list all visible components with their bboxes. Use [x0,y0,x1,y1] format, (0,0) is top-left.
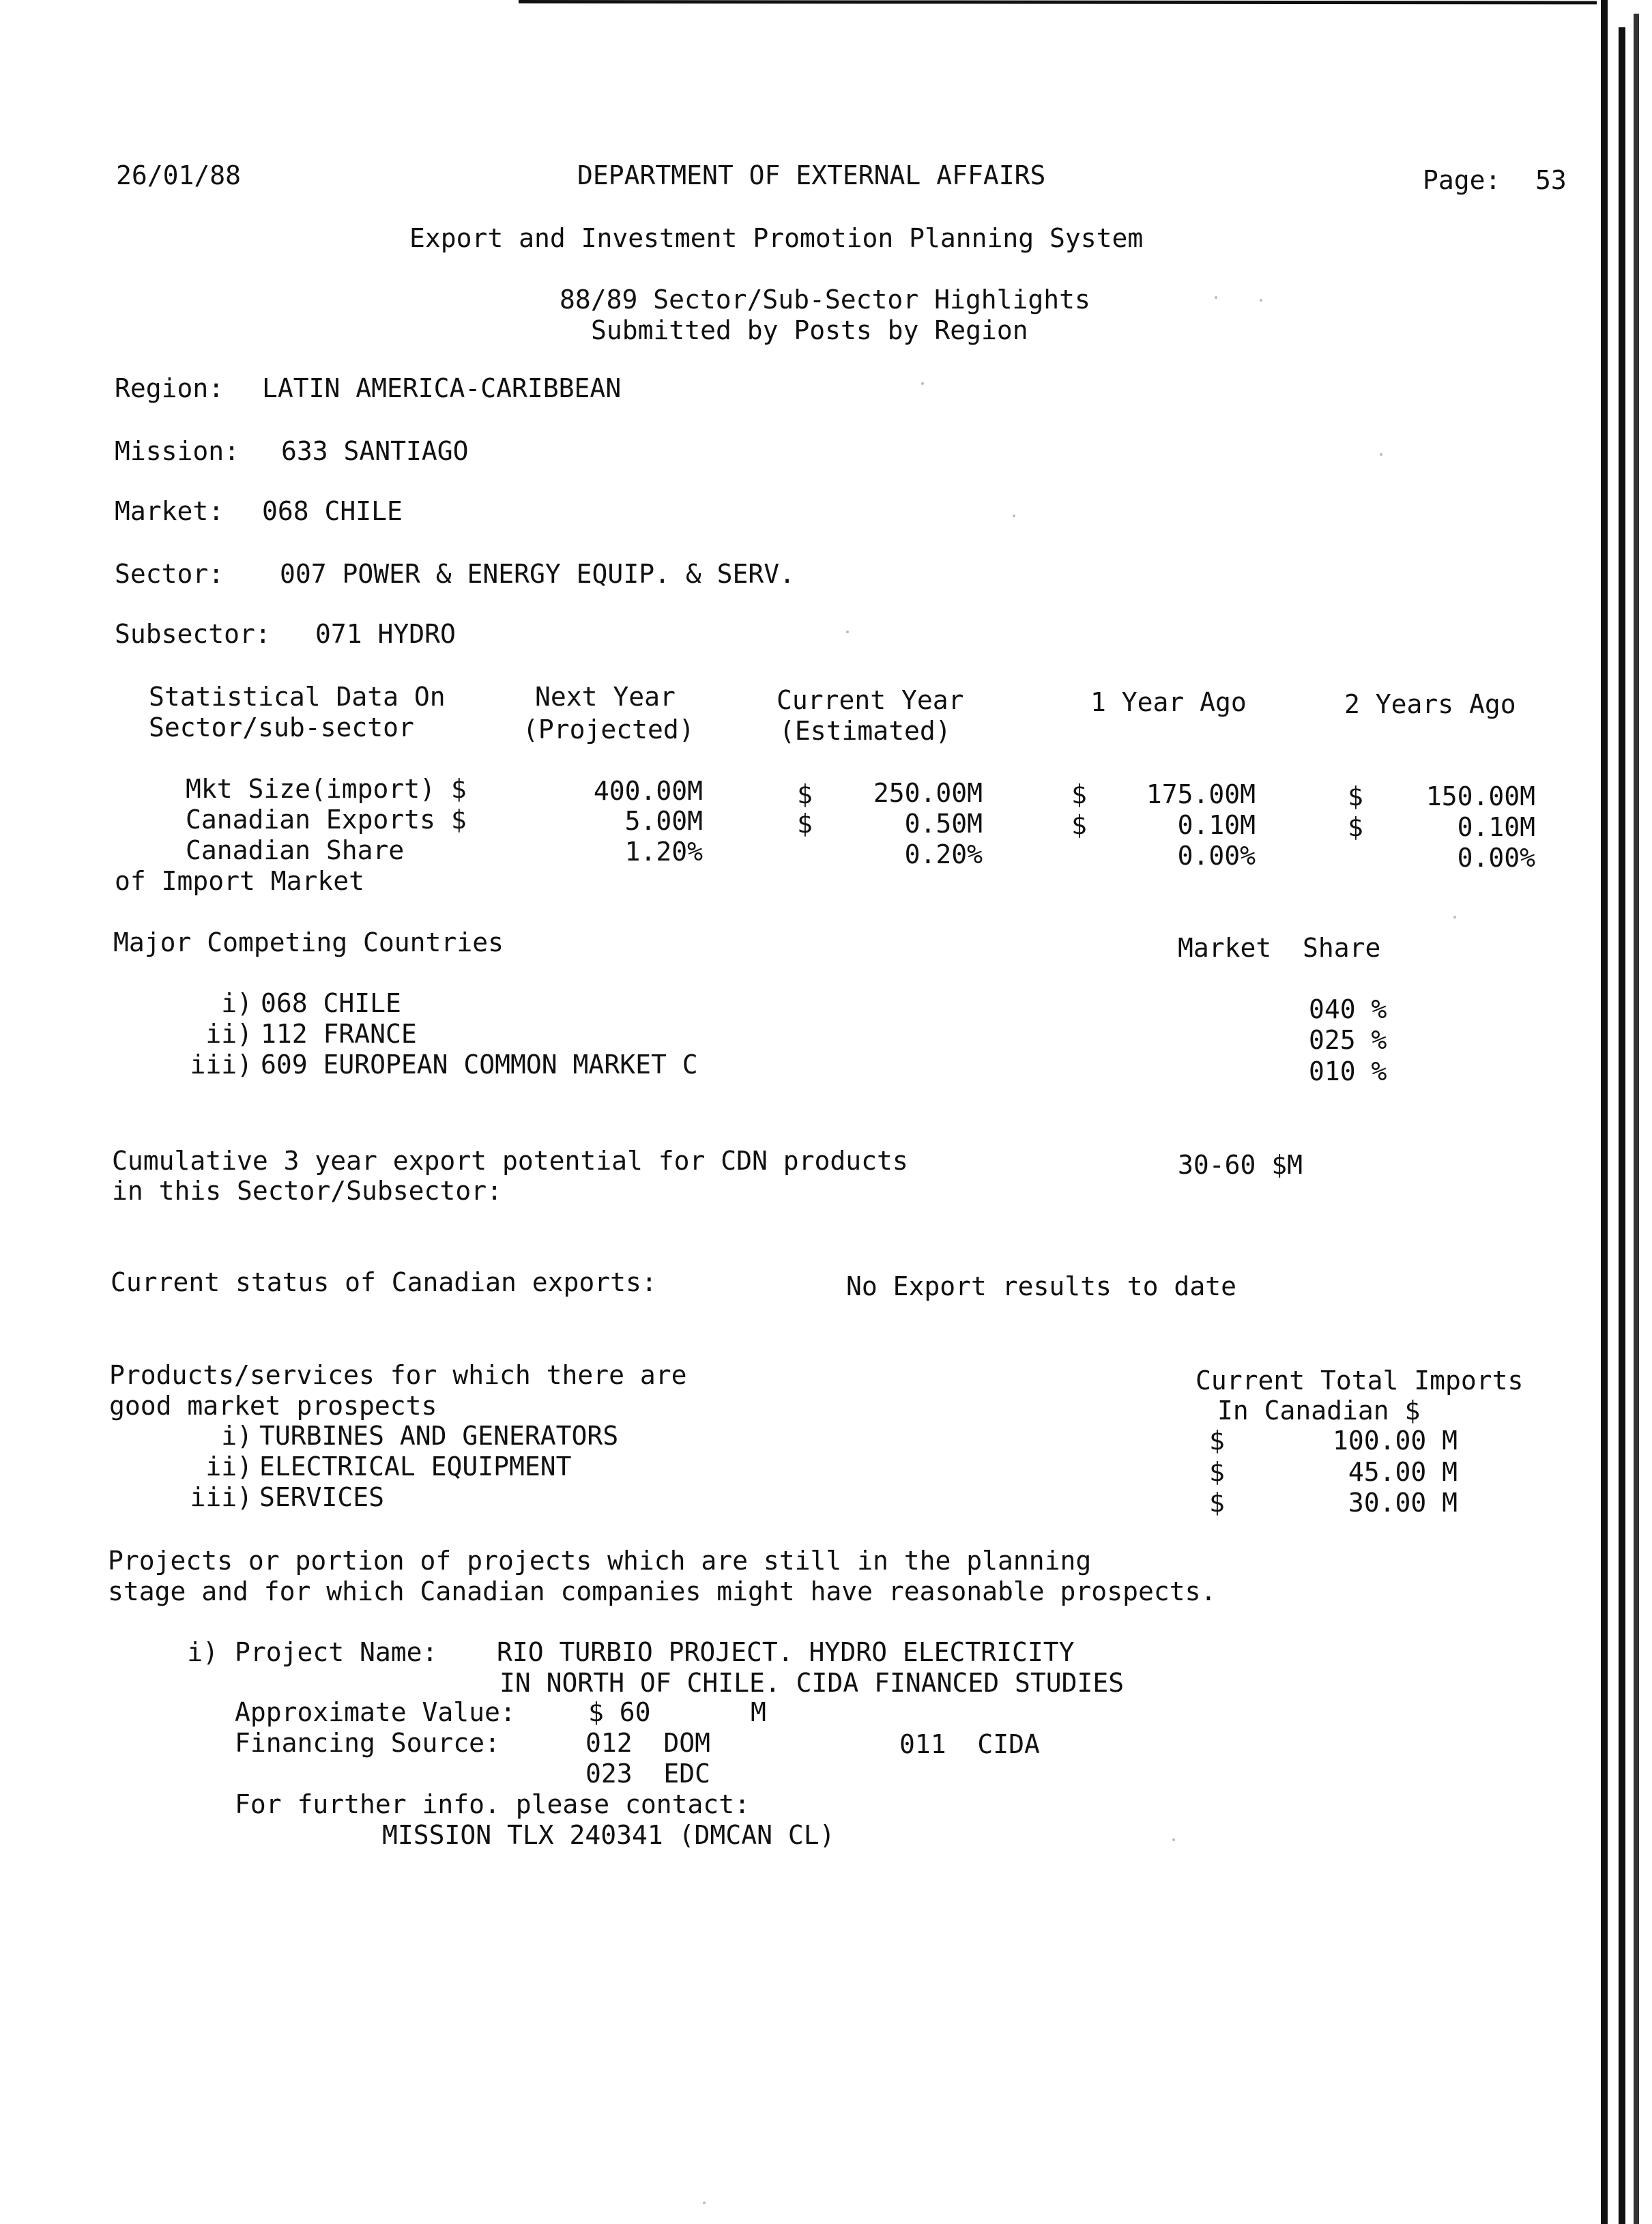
projects-intro-line1: Projects or portion of projects which are still in the planning [108,1546,1092,1576]
mission-value: 633 SANTIAGO [281,436,469,466]
financing-source-3: 011 CIDA [899,1729,1040,1759]
competitors-title: Major Competing Countries [113,927,504,957]
stats-header-line1: Statistical Data On [149,682,446,712]
col-current-year-sub: (Estimated) [779,716,951,746]
stats-ago1: 0.00% [1177,841,1256,871]
product-name: SERVICES [259,1482,385,1512]
potential-value: 30-60 $M [1178,1150,1303,1180]
competitor-name: 068 CHILE [261,988,401,1018]
stats-current-sign: $ [797,779,813,809]
product-name: TURBINES AND GENERATORS [259,1421,619,1451]
product-name: ELECTRICAL EQUIPMENT [259,1452,572,1482]
region-value: LATIN AMERICA-CARIBBEAN [262,373,622,403]
stats-ago1: 175.00M [1146,779,1256,809]
competitor-share: 025 % [1309,1025,1387,1055]
subsector-value: 071 HYDRO [315,619,456,649]
product-sign: $ [1209,1426,1225,1456]
system-title: Export and Investment Promotion Planning System [409,223,1144,253]
scan-speck [1172,1838,1175,1841]
scan-speck [1380,453,1382,456]
imports-header: Current Total Imports [1195,1366,1524,1396]
scan-speck [1013,515,1015,517]
stats-current: 0.50M [904,809,983,839]
stats-ago2: 0.10M [1457,812,1535,842]
status-value: No Export results to date [846,1271,1236,1301]
stats-next: 5.00M [624,806,703,836]
product-value: 100.00 M [1332,1426,1458,1456]
market-value: 068 CHILE [262,496,403,526]
report-title: 88/89 Sector/Sub-Sector Highlights [560,285,1090,315]
scan-speck [703,2201,706,2204]
col-next-year: Next Year [535,682,676,712]
project-name-label: Project Name: [235,1637,438,1667]
project-name-line1: RIO TURBIO PROJECT. HYDRO ELECTRICITY [497,1637,1075,1667]
mission-label: Mission: [115,436,240,466]
stats-ago1-sign: $ [1071,810,1087,840]
col-next-year-sub: (Projected) [523,714,695,745]
department-name: DEPARTMENT OF EXTERNAL AFFAIRS [577,160,1046,190]
stats-header-line2: Sector/sub-sector [149,712,414,742]
products-line1: Products/services for which there are [109,1360,687,1390]
potential-line2: in this Sector/Subsector: [112,1176,502,1206]
project-name-line2: IN NORTH OF CHILE. CIDA FINANCED STUDIES [499,1668,1125,1698]
stats-current: 0.20% [904,839,983,869]
scan-speck [1215,296,1217,299]
scan-speck [921,382,924,385]
stats-current-sign: $ [797,809,813,839]
col-current-year: Current Year [777,685,964,715]
approx-value-unit: M [751,1697,766,1727]
market-label: Market: [115,496,224,526]
sector-label: Sector: [115,559,224,589]
market-share-header: Market Share [1178,933,1381,963]
stats-ago2-sign: $ [1348,812,1363,842]
product-number: i) [221,1421,252,1451]
financing-label: Financing Source: [235,1728,500,1758]
stats-ago2-sign: $ [1348,781,1363,811]
product-value: 30.00 M [1348,1488,1458,1518]
sector-value: 007 POWER & ENERGY EQUIP. & SERV. [280,559,795,589]
competitor-name: 609 EUROPEAN COMMON MARKET C [261,1050,698,1080]
stats-row-label: Mkt Size(import) $ [186,774,467,804]
project-number: i) [187,1637,218,1667]
status-label: Current status of Canadian exports: [111,1267,657,1297]
imports-header-sub: In Canadian $ [1217,1396,1421,1426]
report-subtitle: Submitted by Posts by Region [591,315,1028,345]
stats-ago2: 0.00% [1457,843,1535,873]
approx-value: $ 60 [588,1697,651,1727]
approx-value-label: Approximate Value: [235,1697,516,1727]
competitor-share: 040 % [1309,994,1387,1024]
competitor-number: ii) [205,1019,252,1049]
stats-next: 1.20% [624,837,703,867]
competitor-number: iii) [190,1050,252,1080]
page-top-edge [519,0,1597,4]
products-line2: good market prospects [109,1391,437,1421]
contact-label: For further info. please contact: [235,1789,750,1819]
region-label: Region: [115,373,224,403]
col-one-year-ago: 1 Year Ago [1090,687,1247,717]
contact-value: MISSION TLX 240341 (DMCAN CL) [382,1820,835,1850]
product-number: iii) [190,1482,252,1512]
stats-row-label: Canadian Exports $ [186,805,467,835]
scan-speck [846,631,849,633]
stats-ago1: 0.10M [1177,810,1256,840]
scan-speck [1260,299,1262,302]
product-value: 45.00 M [1348,1457,1458,1487]
col-two-years-ago: 2 Years Ago [1344,689,1516,719]
product-sign: $ [1209,1457,1225,1487]
page-label: Page: [1423,165,1501,195]
subsector-label: Subsector: [115,619,271,649]
stats-current: 250.00M [873,778,983,808]
stats-ago1-sign: $ [1071,779,1087,809]
competitor-name: 112 FRANCE [261,1019,417,1049]
projects-intro-line2: stage and for which Canadian companies might have reasonable prospects. [108,1576,1217,1606]
stats-row-label-continued: of Import Market [115,866,365,896]
financing-source-2: 023 EDC [585,1759,711,1789]
stats-ago2: 150.00M [1425,781,1535,811]
stats-next: 400.00M [593,776,703,806]
potential-line1: Cumulative 3 year export potential for CDN products [112,1146,908,1176]
scan-speck [1453,916,1456,919]
financing-source-1: 012 DOM [585,1728,711,1758]
competitor-share: 010 % [1309,1056,1387,1086]
product-number: ii) [205,1452,252,1482]
stats-row-label: Canadian Share [186,835,405,865]
report-date: 26/01/88 [116,160,242,190]
product-sign: $ [1209,1488,1225,1518]
scan-binding-edge [1601,0,1652,2224]
page-number: 53 [1535,165,1567,195]
competitor-number: i) [221,988,252,1018]
